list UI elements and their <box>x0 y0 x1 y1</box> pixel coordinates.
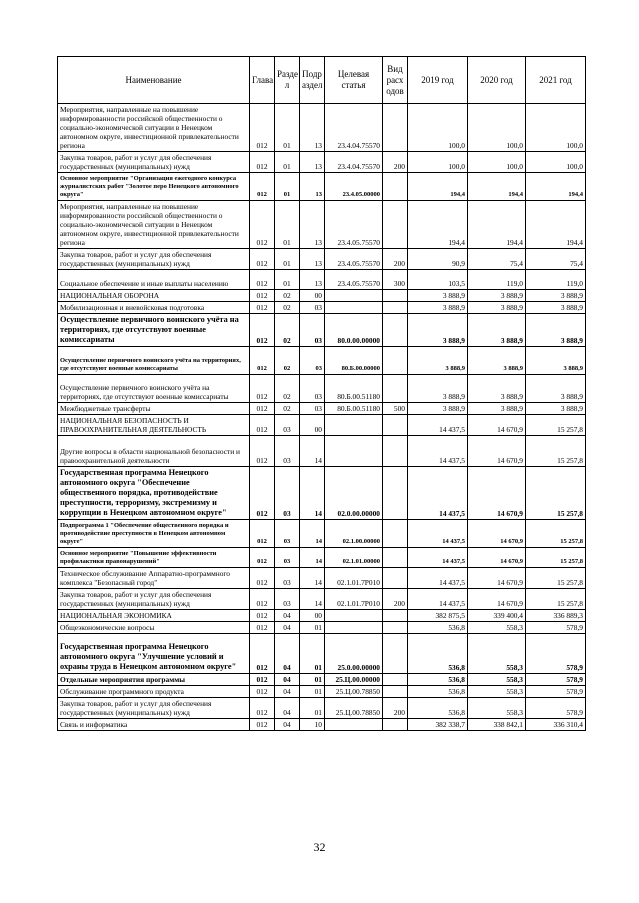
cell-y2020: 339 400,4 <box>468 610 526 622</box>
table-row <box>58 719 586 731</box>
cell-glava: 012 <box>250 173 275 201</box>
cell-y2019: 536,8 <box>408 686 468 698</box>
cell-y2020: 558,3 <box>468 674 526 686</box>
cell-vid <box>383 173 408 201</box>
cell-razdel: 01 <box>275 173 300 201</box>
cell-y2019: 14 437,5 <box>408 568 468 589</box>
cell-target <box>325 415 383 436</box>
cell-y2020: 14 670,9 <box>468 436 526 467</box>
cell-name: Осуществление первичного воинского учёта на территориях, где отсутствуют военные комиссариаты <box>58 375 250 403</box>
cell-target: 25.Ц.00.78850 <box>325 686 383 698</box>
cell-y2021: 578,9 <box>526 622 586 634</box>
cell-y2021: 578,9 <box>526 634 586 674</box>
table-row <box>58 610 586 622</box>
header-glava: Глава <box>250 57 275 104</box>
cell-y2021: 15 257,8 <box>526 436 586 467</box>
cell-vid <box>383 314 408 347</box>
cell-razdel: 02 <box>275 347 300 375</box>
cell-name: Техническое обслуживание Аппаратно-программного комплекса "Безопасный город" <box>58 568 250 589</box>
table-row <box>58 634 586 674</box>
cell-target <box>325 290 383 302</box>
table-row <box>58 467 586 520</box>
table-row <box>58 403 586 415</box>
cell-glava: 012 <box>250 436 275 467</box>
header-2021: 2021 год <box>526 57 586 104</box>
cell-glava: 012 <box>250 347 275 375</box>
cell-razdel: 01 <box>275 201 300 249</box>
cell-razdel: 02 <box>275 290 300 302</box>
cell-name: Мероприятия, направленные на повышение информированности российской общественности о социально-экономической ситуации в Ненецком автономном округе, инвестиционной привлекательности региона <box>58 201 250 249</box>
cell-podrazdel: 03 <box>300 314 325 347</box>
cell-y2020: 14 670,9 <box>468 548 526 568</box>
cell-podrazdel: 14 <box>300 568 325 589</box>
cell-y2021: 336 310,4 <box>526 719 586 731</box>
cell-y2019: 100,0 <box>408 152 468 173</box>
cell-vid <box>383 520 408 548</box>
cell-razdel: 02 <box>275 302 300 314</box>
cell-target: 02.0.00.00000 <box>325 467 383 520</box>
cell-target: 80.Б.00.00000 <box>325 347 383 375</box>
table-row <box>58 548 586 568</box>
table-row <box>58 686 586 698</box>
cell-vid: 200 <box>383 698 408 719</box>
cell-razdel: 03 <box>275 436 300 467</box>
cell-name: Основное мероприятие "Организация ежегодного конкурса журналистских работ "Золотое перо Ненецкого автономного округа" <box>58 173 250 201</box>
cell-y2020: 100,0 <box>468 152 526 173</box>
cell-razdel: 01 <box>275 270 300 290</box>
cell-glava: 012 <box>250 249 275 270</box>
cell-glava: 012 <box>250 674 275 686</box>
cell-glava: 012 <box>250 314 275 347</box>
cell-vid <box>383 686 408 698</box>
cell-name: Осуществление первичного воинского учёта на территориях, где отсутствуют военные комиссариаты <box>58 347 250 375</box>
cell-y2019: 536,8 <box>408 622 468 634</box>
cell-y2021: 119,0 <box>526 270 586 290</box>
cell-y2021: 3 888,9 <box>526 314 586 347</box>
table-row <box>58 152 586 173</box>
cell-name: Закупка товаров, работ и услуг для обеспечения государственных (муниципальных) нужд <box>58 152 250 173</box>
cell-vid <box>383 201 408 249</box>
cell-y2020: 14 670,9 <box>468 415 526 436</box>
cell-y2019: 3 888,9 <box>408 314 468 347</box>
cell-razdel: 03 <box>275 520 300 548</box>
cell-glava: 012 <box>250 622 275 634</box>
cell-podrazdel: 13 <box>300 104 325 152</box>
cell-podrazdel: 03 <box>300 403 325 415</box>
cell-target: 80.Б.00.51180 <box>325 375 383 403</box>
cell-vid <box>383 104 408 152</box>
cell-y2019: 14 437,5 <box>408 548 468 568</box>
cell-vid: 200 <box>383 152 408 173</box>
cell-y2021: 100,0 <box>526 104 586 152</box>
cell-y2021: 3 888,9 <box>526 302 586 314</box>
cell-name: Другие вопросы в области национальной безопасности и правоохранительной деятельности <box>58 436 250 467</box>
cell-target <box>325 610 383 622</box>
cell-target: 25.Ц.00.78850 <box>325 698 383 719</box>
cell-glava: 012 <box>250 270 275 290</box>
cell-glava: 012 <box>250 467 275 520</box>
cell-y2019: 14 437,5 <box>408 467 468 520</box>
cell-podrazdel: 13 <box>300 270 325 290</box>
cell-y2020: 3 888,9 <box>468 290 526 302</box>
cell-target: 23.4.04.75570 <box>325 152 383 173</box>
cell-y2019: 536,8 <box>408 698 468 719</box>
cell-y2021: 336 889,3 <box>526 610 586 622</box>
cell-vid <box>383 568 408 589</box>
cell-target: 25.Ц.00.00000 <box>325 674 383 686</box>
cell-name: Закупка товаров, работ и услуг для обеспечения государственных (муниципальных) нужд <box>58 589 250 610</box>
cell-y2021: 578,9 <box>526 674 586 686</box>
cell-name: Основное мероприятие "Повышение эффективности профилактики правонарушений" <box>58 548 250 568</box>
cell-podrazdel: 14 <box>300 520 325 548</box>
cell-glava: 012 <box>250 403 275 415</box>
budget-table <box>57 56 586 731</box>
cell-razdel: 04 <box>275 622 300 634</box>
cell-name: Мероприятия, направленные на повышение информированности российской общественности о социально-экономической ситуации в Ненецком автономном округе, инвестиционной привлекательности региона <box>58 104 250 152</box>
cell-name: Подпрограмма 1 "Обеспечение общественного порядка и противодействие преступности в Ненецком автономном округе" <box>58 520 250 548</box>
cell-podrazdel: 03 <box>300 375 325 403</box>
cell-glava: 012 <box>250 568 275 589</box>
cell-y2021: 578,9 <box>526 686 586 698</box>
cell-name: Закупка товаров, работ и услуг для обеспечения государственных (муниципальных) нужд <box>58 698 250 719</box>
cell-y2019: 536,8 <box>408 634 468 674</box>
cell-vid: 200 <box>383 589 408 610</box>
cell-y2020: 558,3 <box>468 634 526 674</box>
cell-y2019: 14 437,5 <box>408 415 468 436</box>
cell-razdel: 01 <box>275 249 300 270</box>
cell-y2019: 100,0 <box>408 104 468 152</box>
header-razdel: Разде л <box>275 57 300 104</box>
cell-name: Государственная программа Ненецкого автономного округа "Улучшение условий и охраны труда в Ненецком автономном округе" <box>58 634 250 674</box>
cell-y2020: 558,3 <box>468 698 526 719</box>
header-2020: 2020 год <box>468 57 526 104</box>
cell-podrazdel: 01 <box>300 698 325 719</box>
cell-glava: 012 <box>250 719 275 731</box>
cell-podrazdel: 14 <box>300 436 325 467</box>
cell-vid: 300 <box>383 270 408 290</box>
table-row <box>58 173 586 201</box>
cell-y2020: 14 670,9 <box>468 520 526 548</box>
cell-y2021: 3 888,9 <box>526 347 586 375</box>
cell-y2020: 14 670,9 <box>468 467 526 520</box>
cell-y2020: 558,3 <box>468 686 526 698</box>
cell-podrazdel: 14 <box>300 467 325 520</box>
cell-target <box>325 622 383 634</box>
table-row <box>58 270 586 290</box>
cell-name: Социальное обеспечение и иные выплаты населению <box>58 270 250 290</box>
cell-glava: 012 <box>250 302 275 314</box>
cell-target: 02.1.01.00000 <box>325 548 383 568</box>
cell-glava: 012 <box>250 686 275 698</box>
cell-glava: 012 <box>250 201 275 249</box>
cell-vid: 200 <box>383 249 408 270</box>
cell-vid <box>383 622 408 634</box>
cell-vid <box>383 674 408 686</box>
cell-y2019: 382 875,5 <box>408 610 468 622</box>
cell-name: Межбюджетные трансферты <box>58 403 250 415</box>
cell-podrazdel: 00 <box>300 290 325 302</box>
cell-y2021: 194,4 <box>526 173 586 201</box>
header-podrazdel: Подр аздел <box>300 57 325 104</box>
cell-razdel: 03 <box>275 589 300 610</box>
cell-podrazdel: 03 <box>300 302 325 314</box>
cell-y2021: 3 888,9 <box>526 290 586 302</box>
cell-y2020: 100,0 <box>468 104 526 152</box>
cell-y2020: 194,4 <box>468 201 526 249</box>
table-row <box>58 347 586 375</box>
cell-glava: 012 <box>250 634 275 674</box>
cell-glava: 012 <box>250 415 275 436</box>
cell-y2020: 14 670,9 <box>468 568 526 589</box>
cell-razdel: 01 <box>275 152 300 173</box>
cell-y2019: 382 338,7 <box>408 719 468 731</box>
table-row <box>58 698 586 719</box>
table-row <box>58 104 586 152</box>
cell-vid <box>383 347 408 375</box>
cell-glava: 012 <box>250 152 275 173</box>
cell-y2020: 3 888,9 <box>468 375 526 403</box>
cell-vid <box>383 375 408 403</box>
cell-target: 02.1.01.7Р010 <box>325 589 383 610</box>
cell-target: 23.4.05.75570 <box>325 270 383 290</box>
cell-target <box>325 436 383 467</box>
cell-razdel: 04 <box>275 610 300 622</box>
table-row <box>58 290 586 302</box>
cell-y2020: 558,3 <box>468 622 526 634</box>
cell-razdel: 04 <box>275 634 300 674</box>
cell-y2019: 3 888,9 <box>408 347 468 375</box>
cell-y2019: 3 888,9 <box>408 302 468 314</box>
cell-podrazdel: 13 <box>300 249 325 270</box>
table-row <box>58 314 586 347</box>
cell-razdel: 03 <box>275 548 300 568</box>
cell-target: 80.Б.00.51180 <box>325 403 383 415</box>
table-row <box>58 622 586 634</box>
cell-podrazdel: 01 <box>300 674 325 686</box>
cell-y2021: 578,9 <box>526 698 586 719</box>
table-row <box>58 589 586 610</box>
cell-podrazdel: 10 <box>300 719 325 731</box>
cell-y2021: 15 257,8 <box>526 589 586 610</box>
cell-y2020: 338 842,1 <box>468 719 526 731</box>
table-row <box>58 375 586 403</box>
cell-name: Государственная программа Ненецкого автономного округа "Обеспечение общественного порядка, противодействие преступности, терроризму, экстремизму и коррупции в Ненецком автономном округе" <box>58 467 250 520</box>
cell-razdel: 04 <box>275 698 300 719</box>
cell-target: 02.1.00.00000 <box>325 520 383 548</box>
cell-y2020: 75,4 <box>468 249 526 270</box>
cell-y2019: 194,4 <box>408 201 468 249</box>
cell-vid <box>383 415 408 436</box>
cell-podrazdel: 13 <box>300 201 325 249</box>
cell-vid <box>383 634 408 674</box>
cell-y2021: 3 888,9 <box>526 375 586 403</box>
cell-vid <box>383 610 408 622</box>
cell-razdel: 03 <box>275 568 300 589</box>
cell-y2019: 90,9 <box>408 249 468 270</box>
cell-y2020: 119,0 <box>468 270 526 290</box>
cell-razdel: 03 <box>275 467 300 520</box>
cell-podrazdel: 13 <box>300 173 325 201</box>
cell-podrazdel: 00 <box>300 415 325 436</box>
table-row <box>58 520 586 548</box>
cell-y2019: 3 888,9 <box>408 403 468 415</box>
cell-name: Осуществление первичного воинского учёта на территориях, где отсутствуют военные комиссариаты <box>58 314 250 347</box>
cell-name: Закупка товаров, работ и услуг для обеспечения государственных (муниципальных) нужд <box>58 249 250 270</box>
cell-glava: 012 <box>250 589 275 610</box>
cell-y2019: 103,5 <box>408 270 468 290</box>
cell-podrazdel: 01 <box>300 622 325 634</box>
cell-y2021: 15 257,8 <box>526 568 586 589</box>
cell-y2020: 194,4 <box>468 173 526 201</box>
cell-glava: 012 <box>250 610 275 622</box>
table-row <box>58 302 586 314</box>
cell-razdel: 02 <box>275 403 300 415</box>
cell-target: 23.4.05.00000 <box>325 173 383 201</box>
cell-y2020: 3 888,9 <box>468 347 526 375</box>
cell-vid <box>383 719 408 731</box>
cell-y2019: 14 437,5 <box>408 589 468 610</box>
cell-y2021: 194,4 <box>526 201 586 249</box>
cell-name: Общеэкономические вопросы <box>58 622 250 634</box>
cell-glava: 012 <box>250 290 275 302</box>
cell-name: НАЦИОНАЛЬНАЯ ОБОРОНА <box>58 290 250 302</box>
cell-y2020: 14 670,9 <box>468 589 526 610</box>
cell-target <box>325 719 383 731</box>
table-body <box>58 104 586 731</box>
cell-target: 80.0.00.00000 <box>325 314 383 347</box>
cell-name: Обслуживание программного продукта <box>58 686 250 698</box>
cell-razdel: 04 <box>275 719 300 731</box>
table-row <box>58 674 586 686</box>
cell-razdel: 03 <box>275 415 300 436</box>
table-row <box>58 436 586 467</box>
cell-podrazdel: 13 <box>300 152 325 173</box>
cell-glava: 012 <box>250 548 275 568</box>
cell-target: 02.1.01.7Р010 <box>325 568 383 589</box>
cell-name: Связь и информатика <box>58 719 250 731</box>
cell-y2021: 75,4 <box>526 249 586 270</box>
cell-glava: 012 <box>250 698 275 719</box>
cell-y2019: 3 888,9 <box>408 375 468 403</box>
cell-podrazdel: 00 <box>300 610 325 622</box>
cell-podrazdel: 14 <box>300 548 325 568</box>
cell-y2021: 15 257,8 <box>526 520 586 548</box>
cell-y2021: 15 257,8 <box>526 415 586 436</box>
cell-glava: 012 <box>250 375 275 403</box>
cell-vid <box>383 467 408 520</box>
cell-y2020: 3 888,9 <box>468 302 526 314</box>
cell-name: НАЦИОНАЛЬНАЯ БЕЗОПАСНОСТЬ И ПРАВООХРАНИТЕЛЬНАЯ ДЕЯТЕЛЬНОСТЬ <box>58 415 250 436</box>
cell-podrazdel: 01 <box>300 634 325 674</box>
header-vid: Вид расх одов <box>383 57 408 104</box>
cell-y2021: 15 257,8 <box>526 548 586 568</box>
cell-razdel: 01 <box>275 104 300 152</box>
cell-podrazdel: 03 <box>300 347 325 375</box>
cell-podrazdel: 14 <box>300 589 325 610</box>
cell-vid <box>383 548 408 568</box>
cell-y2020: 3 888,9 <box>468 314 526 347</box>
cell-vid: 500 <box>383 403 408 415</box>
cell-razdel: 04 <box>275 686 300 698</box>
cell-podrazdel: 01 <box>300 686 325 698</box>
cell-target: 23.4.04.75570 <box>325 104 383 152</box>
cell-glava: 012 <box>250 520 275 548</box>
cell-vid <box>383 290 408 302</box>
cell-y2019: 14 437,5 <box>408 520 468 548</box>
table-row <box>58 249 586 270</box>
header-name: Наименование <box>58 57 250 104</box>
cell-name: Мобилизационная и вневойсковая подготовка <box>58 302 250 314</box>
header-target: Целевая статья <box>325 57 383 104</box>
cell-y2019: 194,4 <box>408 173 468 201</box>
cell-y2020: 3 888,9 <box>468 403 526 415</box>
table-header-row <box>58 57 586 104</box>
cell-target: 25.0.00.00000 <box>325 634 383 674</box>
cell-name: НАЦИОНАЛЬНАЯ ЭКОНОМИКА <box>58 610 250 622</box>
cell-y2019: 3 888,9 <box>408 290 468 302</box>
cell-target <box>325 302 383 314</box>
table-row <box>58 415 586 436</box>
cell-target: 23.4.05.75570 <box>325 201 383 249</box>
cell-name: Отдельные мероприятия программы <box>58 674 250 686</box>
cell-y2021: 100,0 <box>526 152 586 173</box>
cell-target: 23.4.05.75570 <box>325 249 383 270</box>
cell-razdel: 04 <box>275 674 300 686</box>
cell-y2021: 15 257,8 <box>526 467 586 520</box>
header-2019: 2019 год <box>408 57 468 104</box>
table-row <box>58 201 586 249</box>
cell-razdel: 02 <box>275 375 300 403</box>
cell-y2021: 3 888,9 <box>526 403 586 415</box>
cell-vid <box>383 436 408 467</box>
page-number: 32 <box>313 840 326 854</box>
table-row <box>58 568 586 589</box>
cell-glava: 012 <box>250 104 275 152</box>
cell-y2019: 14 437,5 <box>408 436 468 467</box>
cell-y2019: 536,8 <box>408 674 468 686</box>
cell-razdel: 02 <box>275 314 300 347</box>
cell-vid <box>383 302 408 314</box>
